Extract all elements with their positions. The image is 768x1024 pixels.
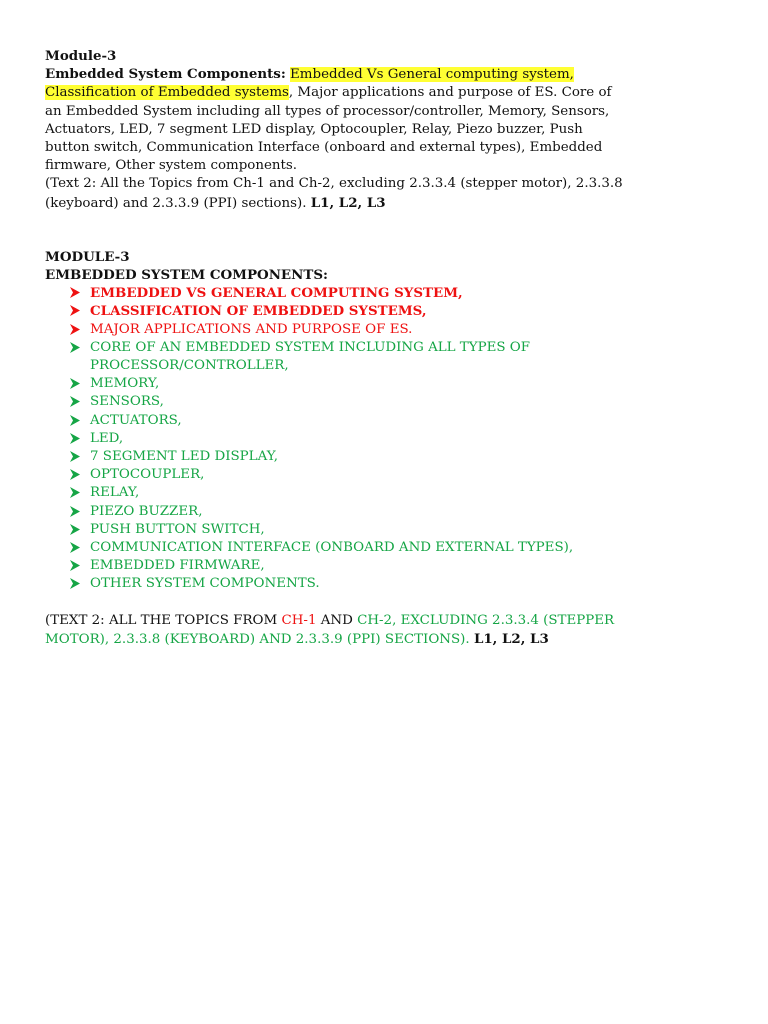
paragraph-line-6: firmware, Other system components. bbox=[45, 158, 298, 174]
highlighted-topic-2: Classification of Embedded systems bbox=[45, 85, 289, 101]
arrow-bullet-icon bbox=[69, 503, 81, 521]
arrow-bullet-icon bbox=[69, 521, 81, 539]
paragraph-line-7: (Text 2: All the Topics from Ch-1 and Ch-2, excluding 2.3.3.4 (stepper motor), 2.3.3.8 bbox=[45, 176, 623, 192]
arrow-bullet-icon bbox=[69, 393, 81, 411]
arrow-bullet-icon bbox=[69, 375, 81, 393]
text-reference-footer bbox=[45, 612, 695, 649]
module-heading: Module-3 bbox=[45, 48, 117, 64]
list-item: MAJOR APPLICATIONS AND PURPOSE OF ES. bbox=[45, 321, 695, 339]
paragraph-line-2 bbox=[45, 84, 695, 102]
paragraph-line-5: button switch, Communication Interface (onboard and external types), Embedded bbox=[45, 140, 603, 156]
levels-label-caps: L1, L2, L3 bbox=[473, 630, 549, 647]
list-item: EMBEDDED FIRMWARE, bbox=[45, 557, 695, 575]
list-item: MEMORY, bbox=[45, 375, 695, 393]
list-item: COMMUNICATION INTERFACE (ONBOARD AND EXTERNAL TYPES), bbox=[45, 539, 695, 557]
text-ref: (keyboard) and 2.3.3.9 (PPI) sections). bbox=[45, 195, 307, 211]
list-item: LED, bbox=[45, 430, 695, 448]
list-item: OPTOCOUPLER, bbox=[45, 466, 695, 484]
list-item: CLASSIFICATION OF EMBEDDED SYSTEMS, bbox=[45, 302, 695, 320]
highlighted-topic-1: Embedded Vs General computing system, bbox=[290, 67, 574, 83]
arrow-bullet-icon bbox=[69, 448, 81, 466]
list-item: 7 SEGMENT LED DISPLAY, bbox=[45, 448, 695, 466]
topic-list bbox=[45, 284, 695, 593]
list-item: EMBEDDED VS GENERAL COMPUTING SYSTEM, bbox=[45, 284, 695, 302]
arrow-bullet-icon bbox=[69, 466, 81, 484]
paragraph-line-8 bbox=[45, 194, 695, 213]
ch2-ref: CH-2, EXCLUDING 2.3.3.4 (STEPPER bbox=[357, 612, 615, 628]
list-item: OTHER SYSTEM COMPONENTS. bbox=[45, 575, 695, 593]
arrow-bullet-icon bbox=[69, 430, 81, 448]
module-heading-caps: MODULE-3 bbox=[45, 248, 130, 265]
list-item: PUSH BUTTON SWITCH, bbox=[45, 521, 695, 539]
list-item: ACTUATORS, bbox=[45, 412, 695, 430]
paragraph-line-3: an Embedded System including all types of processor/controller, Memory, Sensors, bbox=[45, 103, 610, 119]
list-item: PIEZO BUZZER, bbox=[45, 503, 695, 521]
arrow-bullet-icon bbox=[69, 339, 81, 357]
list-item: RELAY, bbox=[45, 484, 695, 502]
ch1-ref: CH-1 bbox=[281, 612, 317, 628]
paragraph-line-4: Actuators, LED, 7 segment LED display, Optocoupler, Relay, Piezo buzzer, Push bbox=[45, 121, 583, 137]
list-item: CORE OF AN EMBEDDED SYSTEM INCLUDING ALL TYPES OF bbox=[45, 339, 695, 357]
arrow-bullet-icon bbox=[69, 284, 81, 302]
list-item-continuation: PROCESSOR/CONTROLLER, bbox=[90, 358, 289, 374]
footer-line-2 bbox=[45, 630, 695, 649]
document-page bbox=[45, 47, 695, 649]
section-formatted bbox=[45, 248, 695, 649]
arrow-bullet-icon bbox=[69, 484, 81, 502]
section-original bbox=[45, 47, 695, 213]
arrow-bullet-icon bbox=[69, 321, 81, 339]
footer-line-1: (TEXT 2: ALL THE TOPICS FROM CH-1 AND CH-2, EXCLUDING 2.3.3.4 (STEPPER bbox=[45, 612, 615, 628]
components-title-caps: EMBEDDED SYSTEM COMPONENTS: bbox=[45, 267, 328, 284]
levels-label: L1, L2, L3 bbox=[310, 194, 386, 211]
arrow-bullet-icon bbox=[69, 412, 81, 430]
arrow-bullet-icon bbox=[69, 539, 81, 557]
paragraph-line-1 bbox=[45, 65, 695, 84]
arrow-bullet-icon bbox=[69, 575, 81, 593]
paragraph-text: , Major applications and purpose of ES. Core of bbox=[288, 85, 612, 101]
arrow-bullet-icon bbox=[69, 302, 81, 320]
components-label: Embedded System Components: bbox=[45, 66, 286, 83]
arrow-bullet-icon bbox=[69, 557, 81, 575]
list-item: SENSORS, bbox=[45, 393, 695, 411]
exclusions-text: MOTOR), 2.3.3.8 (KEYBOARD) AND 2.3.3.9 (PPI) SECTIONS). bbox=[45, 631, 470, 647]
